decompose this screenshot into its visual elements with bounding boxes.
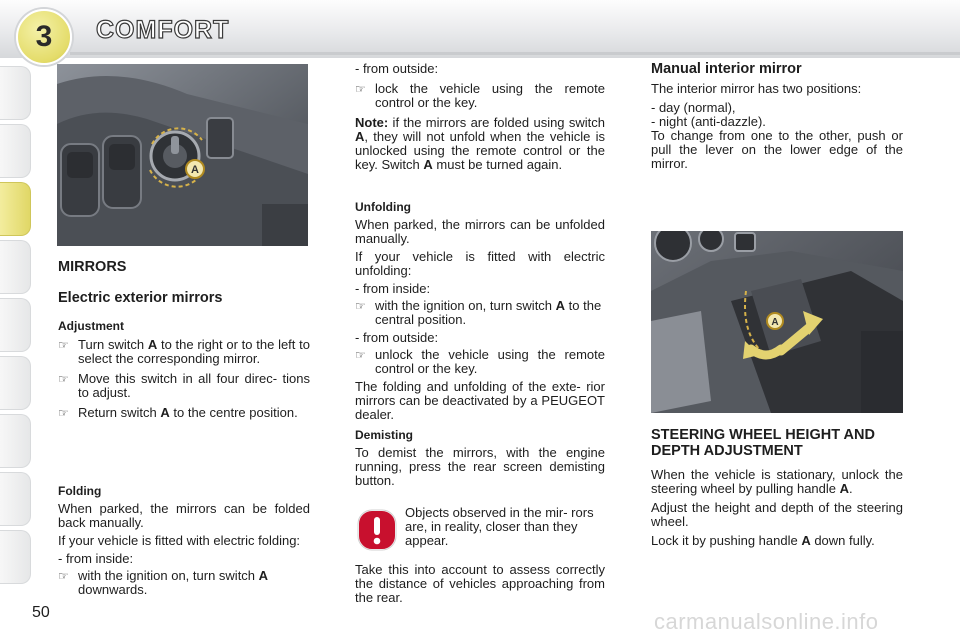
closing-paragraph: Take this into account to assess correctly the distance of vehicles approaching from the rear. (355, 562, 605, 605)
lock-item-text: lock the vehicle using the remote control or the key. (375, 81, 605, 110)
switch-key-a: A (423, 157, 433, 172)
side-tab-4[interactable] (0, 240, 31, 294)
steering-handle-illustration (651, 231, 903, 413)
steering-para-3 (651, 534, 903, 548)
adjustment-heading: Adjustment (58, 319, 124, 333)
switch-key-a: A (355, 129, 365, 144)
chapter-number-badge (16, 9, 72, 65)
interior-change: To change from one to the other, push or pull the lever on the lower edge of the mirror. (651, 128, 903, 171)
warning-text: Objects observed in the mir- rors are, in reality, closer than they appear. (405, 505, 594, 548)
unfolding-from-outside: - from outside: (355, 330, 439, 345)
side-tab-5[interactable] (0, 298, 31, 352)
steering-handle-photo (651, 231, 903, 413)
hand-pointer-icon: ☞ (355, 348, 366, 362)
header-rule (70, 52, 960, 55)
adjustment-item-1-text: Turn switch (78, 337, 148, 352)
warning-icon (357, 508, 397, 552)
mirror-switch-callout: A (191, 164, 199, 176)
adjustment-item-3-tail: to the centre position. (169, 405, 298, 420)
note-paragraph (355, 116, 605, 172)
side-tab-7[interactable] (0, 414, 31, 468)
chapter-title: COMFORT (96, 16, 230, 44)
unfolding-item-1-tail: to the central position. (375, 298, 602, 327)
watermark: carmanualsonline.info (654, 609, 879, 634)
steering-para-1-text: When the vehicle is stationary, unlock the steering wheel by pulling handle (651, 467, 903, 496)
interior-mirror-heading: Manual interior mirror (651, 61, 802, 77)
middle-column (355, 62, 605, 172)
adjustment-item-2 (58, 372, 310, 400)
lock-item (355, 82, 605, 110)
hand-pointer-icon: ☞ (355, 82, 366, 96)
folding-section (58, 484, 310, 597)
from-outside-label: - from outside: (355, 61, 439, 76)
steering-para-2: Adjust the height and depth of the steering wheel. (651, 500, 903, 529)
left-column (58, 260, 310, 426)
unfolding-section (355, 200, 605, 422)
demisting-section (355, 428, 605, 488)
adjustment-item-2-text: Move this switch in all four direc- tions to adjust. (78, 371, 310, 400)
unfolding-item-1 (355, 299, 605, 327)
mirrors-heading: MIRRORS (58, 259, 127, 275)
folding-heading: Folding (58, 484, 102, 498)
hand-pointer-icon: ☞ (58, 569, 69, 583)
steering-heading: STEERING WHEEL HEIGHT AND DEPTH ADJUSTMENT (651, 427, 875, 459)
mirror-switch-photo (57, 64, 308, 246)
unfolding-para-1: When parked, the mirrors can be unfolded manually. (355, 217, 605, 246)
steering-handle-callout: A (771, 317, 779, 328)
unfolding-item-2-text: unlock the vehicle using the remote control or the key. (375, 347, 605, 376)
mirror-switch-illustration (57, 64, 308, 246)
hand-pointer-icon: ☞ (58, 338, 69, 352)
note-text-tail: must be turned again. (432, 157, 563, 172)
note-text-mid: , they will not unfold when the vehicle is unlocked using the remote control or the key. Switch (355, 129, 605, 172)
side-tab-6[interactable] (0, 356, 31, 410)
adjustment-item-1-tail: to the right or to the left to select the corresponding mirror. (78, 337, 310, 366)
adjustment-item-1 (58, 338, 310, 366)
note-label: Note: (355, 115, 389, 130)
chapter-number: 3 (35, 20, 53, 53)
unfolding-heading: Unfolding (355, 200, 411, 214)
unfolding-para-3: The folding and unfolding of the exte- rior mirrors can be deactivated by a PEUGEOT dealer. (355, 379, 605, 422)
handle-key-a: A (801, 533, 811, 548)
side-tab-3-active[interactable] (0, 182, 31, 236)
folding-from-inside: - from inside: (58, 551, 134, 566)
switch-key-a: A (258, 568, 269, 583)
demisting-paragraph: To demist the mirrors, with the engine running, press the rear screen demisting button. (355, 445, 605, 488)
hand-pointer-icon: ☞ (58, 406, 69, 420)
hand-pointer-icon: ☞ (58, 372, 69, 386)
switch-key-a: A (147, 337, 158, 352)
page-number: 50 (32, 604, 50, 621)
folding-item-text: with the ignition on, turn switch (78, 568, 259, 583)
folding-item-tail: downwards. (78, 582, 148, 597)
electric-mirrors-heading: Electric exterior mirrors (58, 290, 223, 306)
adjustment-item-3 (58, 406, 310, 420)
adjustment-item-3-text: Return switch (78, 405, 161, 420)
steering-para-1-tail: . (849, 481, 853, 496)
interior-mirror-section (651, 62, 903, 171)
switch-key-a: A (555, 298, 566, 313)
steering-para-3-text: Lock it by pushing handle (651, 533, 802, 548)
unfolding-item-1-text: with the ignition on, turn switch (375, 298, 556, 313)
steering-para-1 (651, 468, 903, 496)
side-tab-2[interactable] (0, 124, 31, 178)
folding-para-2: If your vehicle is fitted with electric folding: (58, 533, 301, 548)
side-tab-1[interactable] (0, 66, 31, 120)
interior-intro: The interior mirror has two positions: (651, 81, 862, 96)
steering-para-3-tail: down fully. (810, 533, 875, 548)
note-text: if the mirrors are folded using switch (388, 115, 605, 130)
steering-section (651, 427, 903, 548)
side-tab-9[interactable] (0, 530, 31, 584)
unfolding-from-inside: - from inside: (355, 281, 431, 296)
folding-para-1: When parked, the mirrors can be folded back manually. (58, 501, 310, 530)
unfolding-item-2 (355, 348, 605, 376)
position-night: - night (anti-dazzle). (651, 114, 766, 129)
unfolding-para-2: If your vehicle is fitted with electric unfolding: (355, 249, 605, 278)
hand-pointer-icon: ☞ (355, 299, 366, 313)
demisting-heading: Demisting (355, 428, 414, 442)
switch-key-a: A (160, 405, 170, 420)
position-day: - day (normal), (651, 100, 736, 115)
handle-key-a: A (839, 481, 850, 496)
folding-item (58, 569, 310, 597)
side-tab-8[interactable] (0, 472, 31, 526)
